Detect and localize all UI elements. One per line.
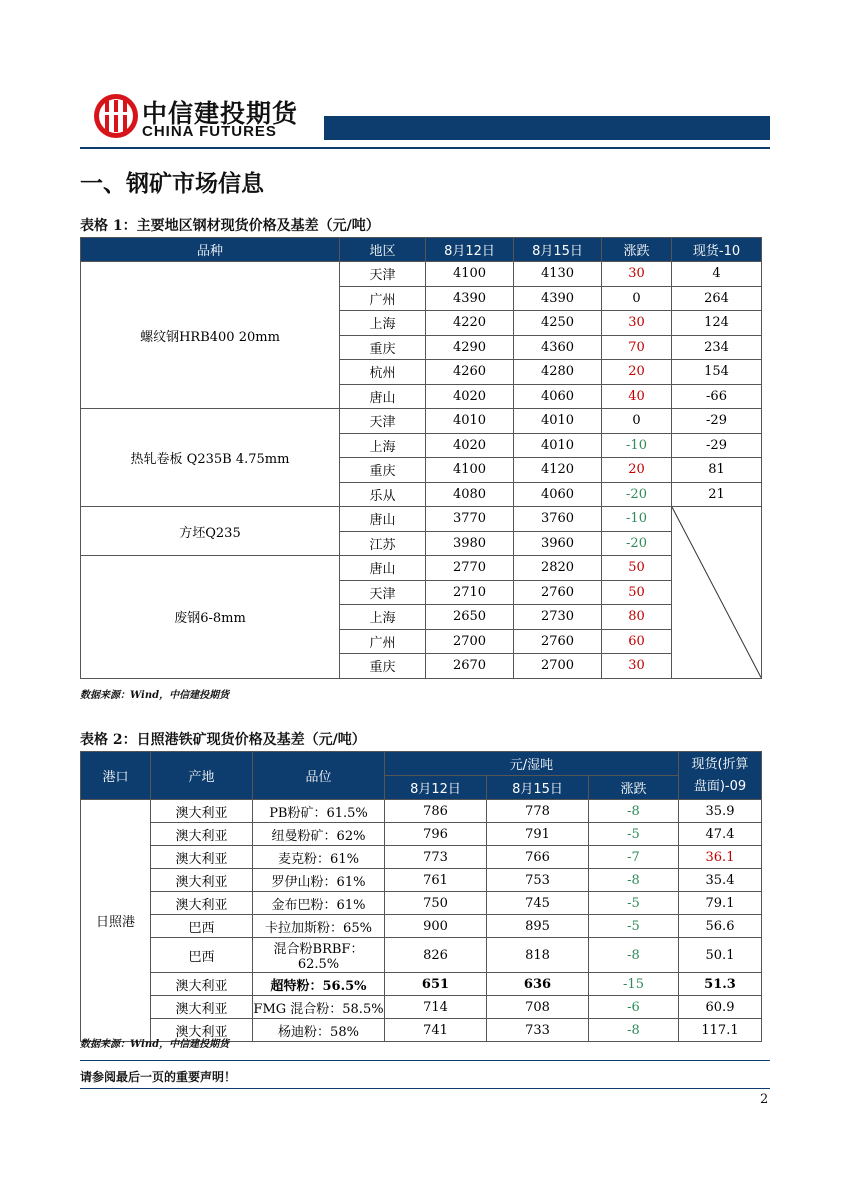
price-date2-cell: 2700 [514,654,602,679]
change-cell: 30 [602,311,672,336]
diagonal-line [672,507,761,678]
price-date2-cell: 2760 [514,629,602,654]
price-date1-cell: 4390 [426,286,514,311]
header-date2: 8月15日 [514,238,602,262]
price-date1-cell: 900 [385,915,487,938]
change-cell: 30 [602,654,672,679]
price-date1-cell: 773 [385,846,487,869]
header-date1: 8月12日 [385,776,487,800]
price-date1-cell: 4100 [426,458,514,483]
table-row [81,915,762,938]
table-row [81,869,762,892]
basis-cell: 124 [672,311,762,336]
price-date2-cell: 4010 [514,433,602,458]
table-row [81,800,762,823]
price-date1-cell: 4220 [426,311,514,336]
iron-ore-spot-price-table [80,751,762,1042]
region-cell: 唐山 [340,556,426,581]
variety-cell: 废钢6-8mm [81,556,340,679]
basis-cell: -29 [672,409,762,434]
price-date2-cell: 3760 [514,507,602,532]
price-date1-cell: 4260 [426,360,514,385]
region-cell: 乐从 [340,482,426,507]
region-cell: 江苏 [340,531,426,556]
price-date2-cell: 4390 [514,286,602,311]
table-row [81,556,762,581]
basis-cell: 154 [672,360,762,385]
price-date2-cell: 791 [487,823,589,846]
table-row [81,846,762,869]
change-cell: -10 [602,507,672,532]
header-change: 涨跌 [589,776,679,800]
region-cell: 广州 [340,629,426,654]
change-cell: -10 [602,433,672,458]
origin-cell: 巴西 [151,938,253,973]
table2-caption: 表格 2：日照港铁矿现货价格及基差（元/吨） [80,732,366,748]
change-cell: -7 [589,846,679,869]
price-date2-cell: 766 [487,846,589,869]
price-date1-cell: 2700 [426,629,514,654]
region-cell: 唐山 [340,384,426,409]
origin-cell: 澳大利亚 [151,973,253,996]
origin-cell: 澳大利亚 [151,869,253,892]
basis-cell: 36.1 [679,846,762,869]
basis-cell: 51.3 [679,973,762,996]
table2-source: 数据来源：Wind，中信建投期货 [80,1039,230,1050]
price-date1-cell: 4020 [426,384,514,409]
grade-cell: 麦克粉：61% [253,846,385,869]
price-date1-cell: 2670 [426,654,514,679]
price-date2-cell: 733 [487,1019,589,1042]
grade-cell: 纽曼粉矿：62% [253,823,385,846]
change-cell: -8 [589,869,679,892]
header-divider [80,147,770,149]
price-date2-cell: 4060 [514,384,602,409]
price-date2-cell: 4060 [514,482,602,507]
table-row [81,507,762,532]
grade-cell: 卡拉加斯粉：65% [253,915,385,938]
price-date2-cell: 4120 [514,458,602,483]
price-date2-cell: 636 [487,973,589,996]
port-cell: 日照港 [81,800,151,1042]
price-date1-cell: 4020 [426,433,514,458]
grade-cell: PB粉矿：61.5% [253,800,385,823]
change-cell: -20 [602,531,672,556]
header-date2: 8月15日 [487,776,589,800]
change-cell: -5 [589,823,679,846]
table1-caption: 表格 1：主要地区钢材现货价格及基差（元/吨） [80,218,380,234]
change-cell: 0 [602,286,672,311]
basis-cell: 60.9 [679,996,762,1019]
table1-source: 数据来源：Wind，中信建投期货 [80,690,230,701]
region-cell: 天津 [340,580,426,605]
header-region: 地区 [340,238,426,262]
basis-cell: -29 [672,433,762,458]
table-row [81,823,762,846]
origin-cell: 澳大利亚 [151,800,253,823]
change-cell: 70 [602,335,672,360]
change-cell: -8 [589,800,679,823]
price-date1-cell: 826 [385,938,487,973]
header-change: 涨跌 [602,238,672,262]
change-cell: -6 [589,996,679,1019]
change-cell: 20 [602,458,672,483]
price-date2-cell: 778 [487,800,589,823]
header-bar [324,116,770,140]
change-cell: 50 [602,556,672,581]
price-date1-cell: 741 [385,1019,487,1042]
basis-cell: 47.4 [679,823,762,846]
origin-cell: 澳大利亚 [151,823,253,846]
change-cell: 50 [602,580,672,605]
grade-cell: 混合粉BRBF：62.5% [253,938,385,973]
change-cell: 20 [602,360,672,385]
price-date1-cell: 2770 [426,556,514,581]
region-cell: 天津 [340,409,426,434]
header-grade: 品位 [253,752,385,800]
basis-cell: -66 [672,384,762,409]
header-basis-line2: 盘面)-09 [693,778,747,794]
header-basis: 现货-10 [672,238,762,262]
header-port: 港口 [81,752,151,800]
basis-cell: 79.1 [679,892,762,915]
price-date1-cell: 796 [385,823,487,846]
origin-cell: 澳大利亚 [151,892,253,915]
price-date1-cell: 4080 [426,482,514,507]
header-origin: 产地 [151,752,253,800]
price-date1-cell: 3980 [426,531,514,556]
change-cell: -8 [589,1019,679,1042]
price-date2-cell: 4360 [514,335,602,360]
price-date2-cell: 4250 [514,311,602,336]
price-date1-cell: 3770 [426,507,514,532]
price-date1-cell: 714 [385,996,487,1019]
basis-cell: 117.1 [679,1019,762,1042]
price-date1-cell: 750 [385,892,487,915]
change-cell: -8 [589,938,679,973]
price-date1-cell: 4100 [426,262,514,287]
brand-name-cn: 中信建投期货 [142,99,299,128]
basis-cell: 35.4 [679,869,762,892]
table-row [81,973,762,996]
price-date2-cell: 753 [487,869,589,892]
change-cell: -15 [589,973,679,996]
china-futures-logo [92,92,140,140]
price-date1-cell: 651 [385,973,487,996]
price-date2-cell: 4280 [514,360,602,385]
table-row [81,262,762,287]
basis-cell: 234 [672,335,762,360]
basis-cell: 56.6 [679,915,762,938]
region-cell: 上海 [340,433,426,458]
disclaimer: 请参阅最后一页的重要声明！ [80,1070,237,1084]
basis-not-applicable-cell [672,507,762,679]
change-cell: 0 [602,409,672,434]
table-row [81,892,762,915]
price-date2-cell: 4010 [514,409,602,434]
price-date1-cell: 4290 [426,335,514,360]
change-cell: 80 [602,605,672,630]
grade-cell: 罗伊山粉：61% [253,869,385,892]
price-date1-cell: 786 [385,800,487,823]
change-cell: 30 [602,262,672,287]
price-date1-cell: 2650 [426,605,514,630]
region-cell: 天津 [340,262,426,287]
price-date1-cell: 4010 [426,409,514,434]
grade-cell: 杨迪粉：58% [253,1019,385,1042]
header-date1: 8月12日 [426,238,514,262]
brand-name-en: CHINA FUTURES [142,123,277,140]
variety-cell: 方坯Q235 [81,507,340,556]
origin-cell: 澳大利亚 [151,846,253,869]
footer-divider-bottom [80,1088,770,1089]
price-date2-cell: 3960 [514,531,602,556]
basis-cell: 50.1 [679,938,762,973]
change-cell: -20 [602,482,672,507]
price-date2-cell: 2730 [514,605,602,630]
steel-spot-price-table [80,237,762,679]
price-date2-cell: 708 [487,996,589,1019]
header-unit: 元/湿吨 [385,752,679,776]
basis-cell: 21 [672,482,762,507]
region-cell: 唐山 [340,507,426,532]
basis-cell: 4 [672,262,762,287]
basis-cell: 35.9 [679,800,762,823]
region-cell: 重庆 [340,335,426,360]
grade-cell: 超特粉：56.5% [253,973,385,996]
region-cell: 重庆 [340,654,426,679]
header-basis-line1: 现货(折算 [691,756,749,772]
basis-cell: 81 [672,458,762,483]
footer-divider [80,1060,770,1061]
change-cell: -5 [589,915,679,938]
table-row [81,938,762,973]
origin-cell: 巴西 [151,915,253,938]
origin-cell: 澳大利亚 [151,996,253,1019]
region-cell: 上海 [340,311,426,336]
region-cell: 广州 [340,286,426,311]
header-variety: 品种 [81,238,340,262]
section-title: 一、钢矿市场信息 [80,171,264,197]
origin-cell: 澳大利亚 [151,1019,253,1042]
grade-cell: 金布巴粉：61% [253,892,385,915]
table-row [81,409,762,434]
price-date1-cell: 761 [385,869,487,892]
table-row [81,996,762,1019]
table1-header-row [81,238,762,262]
change-cell: 40 [602,384,672,409]
page-number: 2 [760,1092,769,1107]
price-date2-cell: 2820 [514,556,602,581]
price-date2-cell: 745 [487,892,589,915]
price-date1-cell: 2710 [426,580,514,605]
grade-cell: FMG 混合粉：58.5% [253,996,385,1019]
change-cell: -5 [589,892,679,915]
header-basis [679,752,762,800]
change-cell: 60 [602,629,672,654]
variety-cell: 螺纹钢HRB400 20mm [81,262,340,409]
price-date2-cell: 2760 [514,580,602,605]
region-cell: 重庆 [340,458,426,483]
basis-cell: 264 [672,286,762,311]
region-cell: 上海 [340,605,426,630]
variety-cell: 热轧卷板 Q235B 4.75mm [81,409,340,507]
region-cell: 杭州 [340,360,426,385]
price-date2-cell: 818 [487,938,589,973]
price-date2-cell: 4130 [514,262,602,287]
price-date2-cell: 895 [487,915,589,938]
